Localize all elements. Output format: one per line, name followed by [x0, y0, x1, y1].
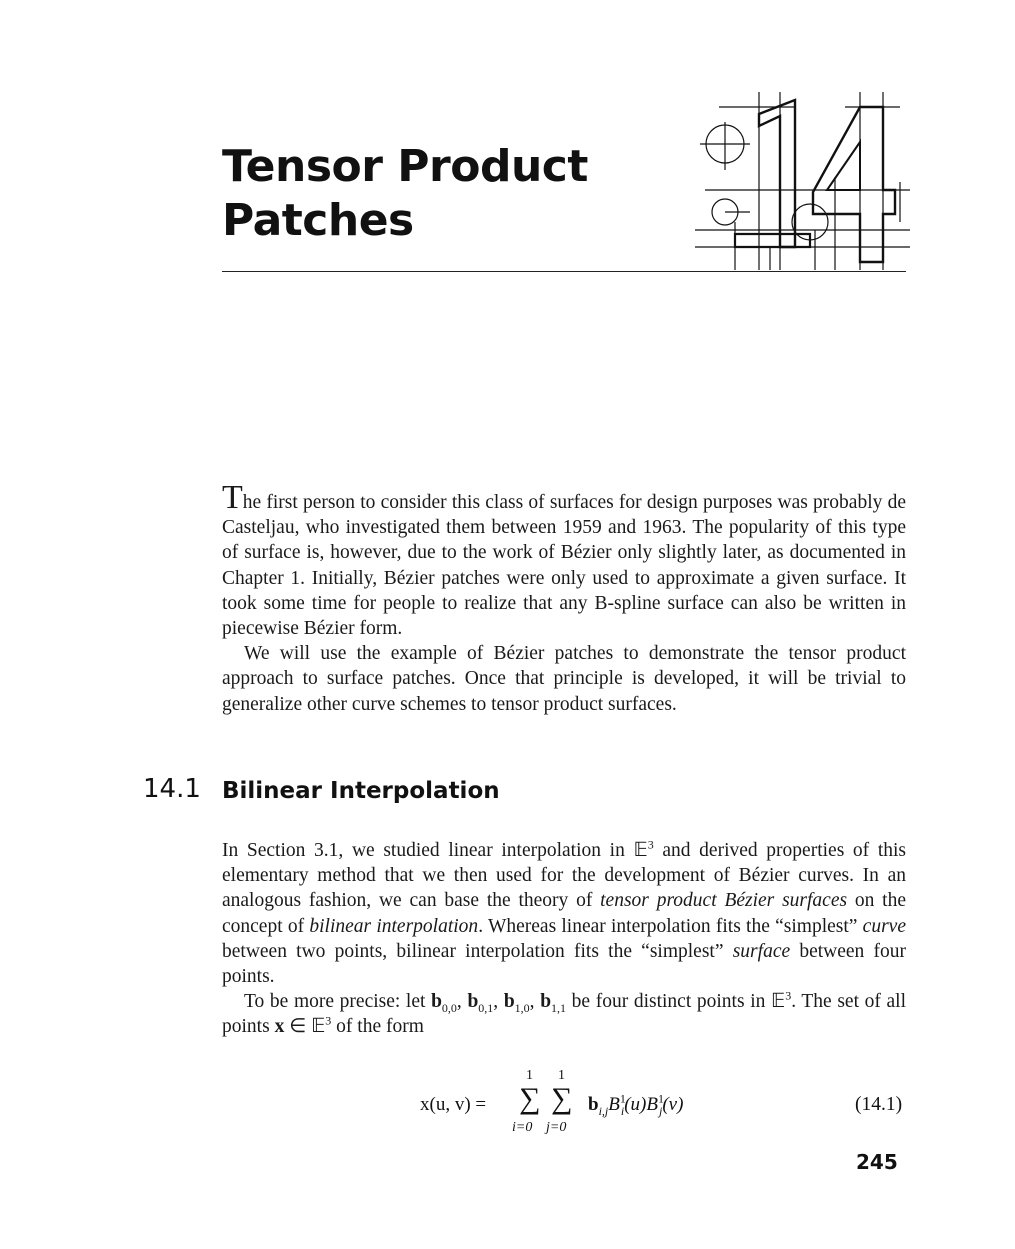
equation-lhs: x(u, v) =	[420, 1094, 487, 1115]
equation-number: (14.1)	[855, 1094, 903, 1115]
section-paragraph-2: To be more precise: let $b_{0,0}$, $b_{0,1}$, $b_{1,0}$, $b_{1,1}$ be four distinct points in 𝔼$^3$. The set of all points x ∈ 𝔼$^3$ of the form	[222, 988, 907, 1038]
sum-upper-1: 1	[526, 1068, 533, 1083]
sum-lower-2: j=0	[546, 1120, 567, 1135]
chapter-title-line-2: Patches	[222, 195, 414, 246]
chapter-number: 14	[695, 92, 696, 93]
chapter-title-line-1: Tensor Product	[222, 141, 588, 192]
title-rule	[222, 271, 906, 272]
section-title: Bilinear Interpolation	[222, 778, 500, 804]
equation-summand: $b_{i,j}B^1_i(u)B^1_j(v)$	[588, 1091, 684, 1118]
section-number: 14.1	[143, 774, 201, 804]
intro-paragraph-2: We will use the example of Bézier patches to demonstrate the tensor product approach to surface patches. Once that principle is developed, it will be trivial to generalize other curve schemes to tensor product surfaces.	[222, 643, 906, 715]
section-paragraph-1: In Section 3.1, we studied linear interpolation in 𝔼$^3$ and derived properties of this elementary method that we then used for the development of Bézier curves. In an analogous fashion, we can base the theory of tensor product Bézier surfaces on the concept of bilinear interpolation. Whereas linear interpolation fits the “simplest” curve between two points, bilinear interpolation fits the “simplest” surface between four points.	[222, 837, 907, 988]
drop-cap: T	[222, 479, 243, 516]
sum-symbol-2: ∑	[551, 1082, 573, 1115]
page-number: 245	[856, 1150, 898, 1174]
intro-paragraph-1: The first person to consider this class of surfaces for design purposes was probably de Casteljau, who investigated them between 1959 and 1963. The popularity of this type of surface is, however, due to the work of Bézier only slightly later, as documented in Chapter 1. Initially, Bézier patches were only used to approximate a given surface. It took some time for people to realize that any B-spline surface can also be written in piecewise Bézier form.	[222, 479, 906, 640]
section-text	[222, 838, 906, 1040]
sum-lower-1: i=0	[512, 1120, 533, 1135]
intro-text	[222, 479, 906, 717]
sum-upper-2: 1	[558, 1068, 565, 1083]
sum-symbol-1: ∑	[519, 1082, 541, 1115]
chapter-number-graphic	[695, 92, 910, 272]
equation-14-1	[420, 1068, 720, 1138]
chapter-title	[222, 140, 588, 248]
